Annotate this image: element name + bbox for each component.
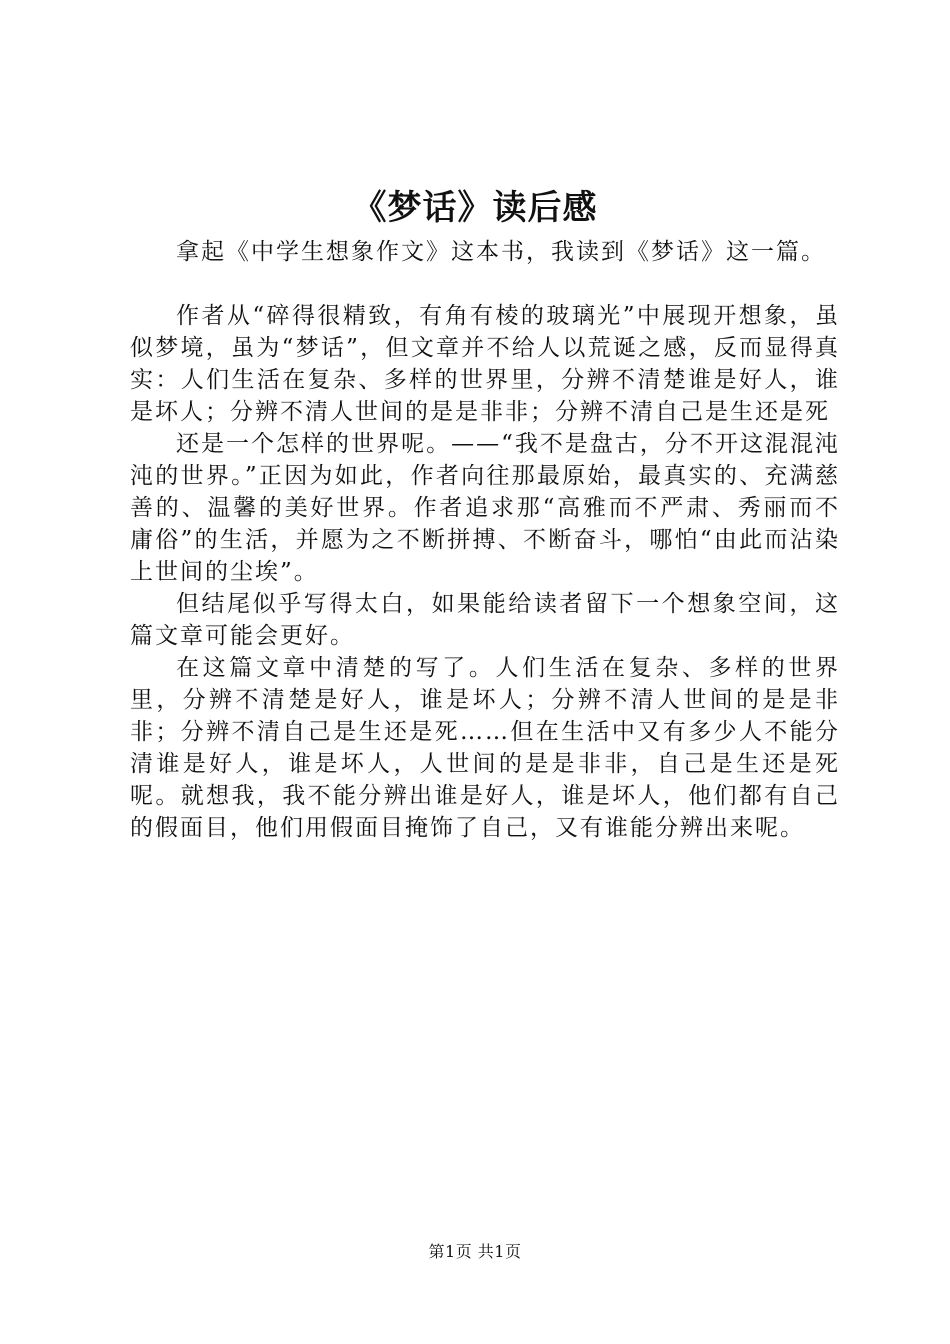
document-title: 《梦话》读后感 [352,188,598,228]
paragraph-1: 作者从“碎得很精致，有角有棱的玻璃光”中展现开想象，虽似梦境，虽为“梦话”，但文章并不给人以荒诞之感，反而显得真实：人们生活在复杂、多样的世界里，分辨不清楚谁是好人，谁是坏人；分辨不清人世间的是是非非；分辨不清自己是生还是死 [130,303,840,425]
paragraph-intro: 拿起《中学生想象作文》这本书，我读到《梦话》这一篇。 [176,239,826,265]
paragraph-3: 但结尾似乎写得太白，如果能给读者留下一个想象空间，这篇文章可能会更好。 [130,591,840,649]
page-footer: 第1页 共1页 [428,1242,522,1261]
document-body [130,236,840,844]
paragraph-4: 在这篇文章中清楚的写了。人们生活在复杂、多样的世界里，分辨不清楚是好人，谁是坏人；分辨不清人世间的是是非非；分辨不清自己是生还是死……但在生活中又有多少人不能分清谁是好人，谁是坏人，人世间的是是非非，自己是生还是死呢。就想我，我不能分辨出谁是好人，谁是坏人，他们都有自己的假面目，他们用假面目掩饰了自己，又有谁能分辨出来呢。 [130,655,840,841]
paragraph-2: 还是一个怎样的世界呢。——“我不是盘古，分不开这混混沌沌的世界。”正因为如此，作者向往那最原始，最真实的、充满慈善的、温馨的美好世界。作者追求那“高雅而不严肃、秀丽而不庸俗”的生活，并愿为之不断拼搏、不断奋斗，哪怕“由此而沾染上世间的尘埃”。 [130,431,840,585]
